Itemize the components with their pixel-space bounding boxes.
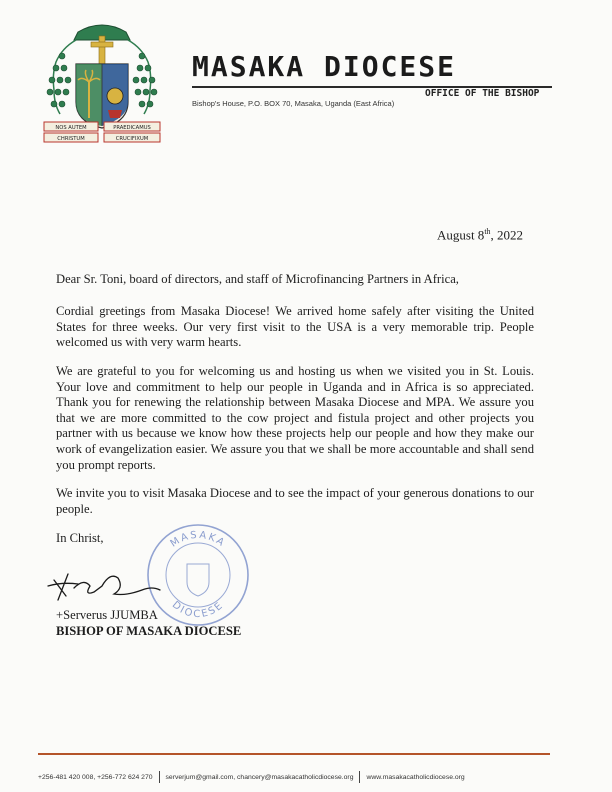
footer-phones: +256-481 420 008, +256-772 624 270 bbox=[38, 773, 153, 781]
footer-rule bbox=[38, 753, 550, 755]
organization-name: MASAKA DIOCESE bbox=[192, 50, 457, 83]
handwritten-signature bbox=[44, 566, 164, 606]
date-year: , 2022 bbox=[490, 227, 524, 243]
shield bbox=[76, 64, 128, 128]
signer-title: BISHOP OF MASAKA DIOCESE bbox=[56, 624, 242, 638]
cross bbox=[99, 36, 105, 66]
letter-date bbox=[437, 227, 523, 243]
signer-name: +Serverus JJUMBA bbox=[56, 608, 158, 622]
footer-emails[interactable]: serverjum@gmail.com, chancery@masakacatholicdiocese.org bbox=[165, 773, 354, 781]
footer-contacts bbox=[38, 771, 554, 783]
motto-text-4: CRUCIFIXUM bbox=[115, 136, 149, 142]
address-line: Bishop's House, P.O. BOX 70, Masaka, Uganda (East Africa) bbox=[192, 99, 395, 108]
tassels-left bbox=[47, 40, 76, 114]
stamp-text-bottom: DIOCESE bbox=[169, 599, 227, 621]
motto-text-3: CHRISTUM bbox=[57, 136, 85, 142]
paragraph-3: We invite you to visit Masaka Diocese and to see the impact of your generous donations to our people. bbox=[56, 486, 534, 516]
date-suffix: th bbox=[484, 227, 491, 236]
footer-website[interactable]: www.masakacatholicdiocese.org bbox=[366, 773, 465, 781]
closing: In Christ, bbox=[56, 531, 104, 545]
svg-text:DIOCESE bbox=[170, 600, 226, 620]
diocese-crest-logo bbox=[38, 18, 166, 146]
paragraph-1: Cordial greetings from Masaka Diocese! We arrived home safely after visiting the United States for three weeks. Our very first visit to the USA is a very memorable trip. People welcomed us with very warm hearts. bbox=[56, 304, 534, 350]
salutation: Dear Sr. Toni, board of directors, and staff of Microfinancing Partners in Africa, bbox=[56, 272, 459, 286]
svg-text:MASAKA bbox=[169, 530, 228, 550]
stamp-text-top: MASAKA bbox=[168, 529, 228, 550]
motto-text-2: PRAEDICAMUS bbox=[113, 125, 151, 131]
paragraph-2: We are grateful to you for welcoming us and hosting us when we visited you in St. Louis. Your love and commitment to help our people in Uganda and in Africa is so appreciated. Thank you for renewing the relationship between Masaka Diocese and MPA. We assure you that we are more committed to the cow project and fistula project and other projects you partner with us because we know how these projects help our people and how they make our work of evangelization easier. We assure you that we shall be more accountable and shall send you prompt reports. bbox=[56, 364, 534, 472]
date-day: August 8 bbox=[437, 227, 485, 243]
motto-text-1: NOS AUTEM bbox=[55, 125, 87, 131]
footer-separator bbox=[359, 771, 360, 783]
tassels-right bbox=[128, 40, 157, 114]
footer-separator bbox=[159, 771, 160, 783]
office-title: OFFICE OF THE BISHOP bbox=[425, 88, 540, 99]
